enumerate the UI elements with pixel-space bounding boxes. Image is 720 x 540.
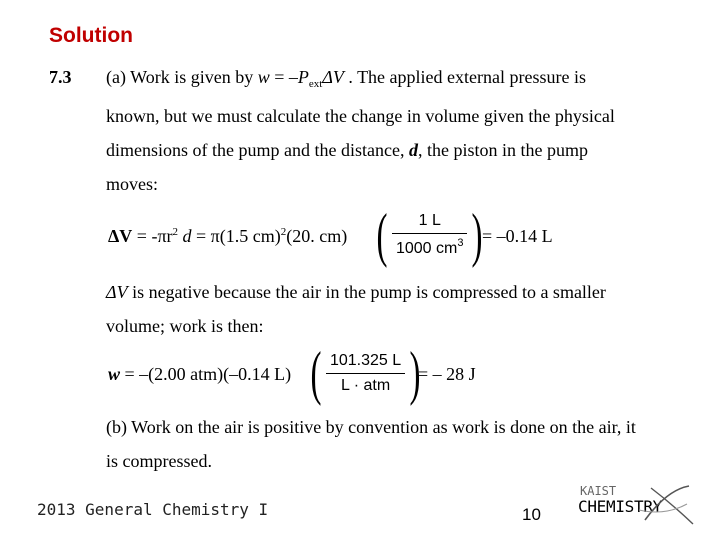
text-line-4: moves: xyxy=(106,174,158,194)
text-line-2: known, but we must calculate the change in volume given the physical xyxy=(106,106,615,126)
text-line-3: dimensions of the pump and the distance, d, the piston in the pump xyxy=(106,140,588,160)
text-line-5: ΔV is negative because the air in the pump is compressed to a smaller xyxy=(106,282,606,302)
text-line-6: volume; work is then: xyxy=(106,316,264,336)
logo-kaist-text: KAIST xyxy=(580,484,617,498)
atom-swoosh-icon xyxy=(637,480,697,530)
kaist-chemistry-logo xyxy=(575,480,700,530)
page-number: 10 xyxy=(522,505,541,524)
work-conversion-fraction: ( $\frac{101.325 L}{\text{L · atm}}$ ) xyxy=(310,340,421,406)
text-line-1: (a) Work is given by $w = -P_{ext}\Delta V$ . The applied external pressure is xyxy=(106,67,586,90)
work-result: = – 28 J xyxy=(418,364,476,384)
volume-equation-lhs: $\Delta V = -\pi r^2$ d = π(1.5 cm)$^2$(20. cm) xyxy=(108,226,348,246)
text-line-7: (b) Work on the air is positive by convention as work is done on the air, it xyxy=(106,417,636,437)
text-line-8: is compressed. xyxy=(106,451,212,471)
slide-title: Solution xyxy=(49,24,133,47)
logo-chemistry-text: CHEMISTRY xyxy=(578,497,662,516)
volume-result: = –0.14 L xyxy=(482,226,553,246)
problem-number: 7.3 xyxy=(49,67,72,87)
volume-conversion-fraction: ( $\frac{1 L}{1000 cm^3}$ ) xyxy=(376,202,483,268)
course-footer: 2013 General Chemistry I xyxy=(37,500,269,519)
work-equation-lhs: w = –(2.00 atm)(–0.14 L) xyxy=(108,364,292,384)
